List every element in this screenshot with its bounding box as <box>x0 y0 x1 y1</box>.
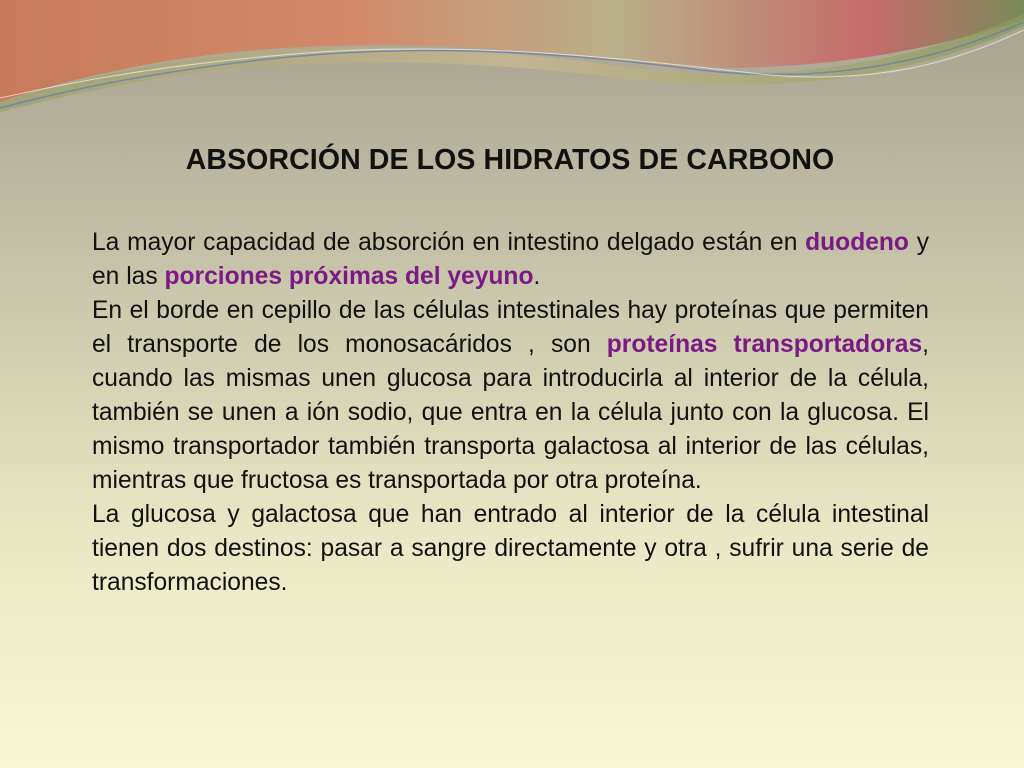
text-run: , cuando las mismas unen glucosa para introducirla al interior de la célula, también se unen a ión sodio, que entra en la célula junto con la glucosa. El mismo transportador también transporta galactosa al interior de las células, mientras que fructosa es transportada por otra proteína. <box>92 331 930 494</box>
highlight-proteinas-transportadoras: proteínas transportadoras <box>606 331 923 358</box>
text-run: En el borde en cepillo de las células intestinales hay proteínas que permiten el transporte de los monosacáridos , son <box>92 297 929 358</box>
text-run: La glucosa y galactosa que han entrado al interior de la célula intestinal tienen dos destinos: pasar a sangre directamente y otra , sufrir una serie de transformaciones. <box>92 501 929 596</box>
slide-body <box>92 226 929 600</box>
text-run: y en las <box>92 229 929 290</box>
highlight-porciones-yeyuno: porciones próximas del yeyuno <box>164 263 534 290</box>
paragraph-2 <box>92 294 929 498</box>
decorative-wave-banner <box>0 0 1024 120</box>
paragraph-1 <box>92 226 929 294</box>
slide-title: ABSORCIÓN DE LOS HIDRATOS DE CARBONO <box>185 144 835 176</box>
text-run: . <box>533 263 541 290</box>
highlight-duodeno: duodeno <box>805 229 909 256</box>
paragraph-3 <box>92 498 929 600</box>
text-run: La mayor capacidad de absorción en intestino delgado están en <box>92 229 806 256</box>
